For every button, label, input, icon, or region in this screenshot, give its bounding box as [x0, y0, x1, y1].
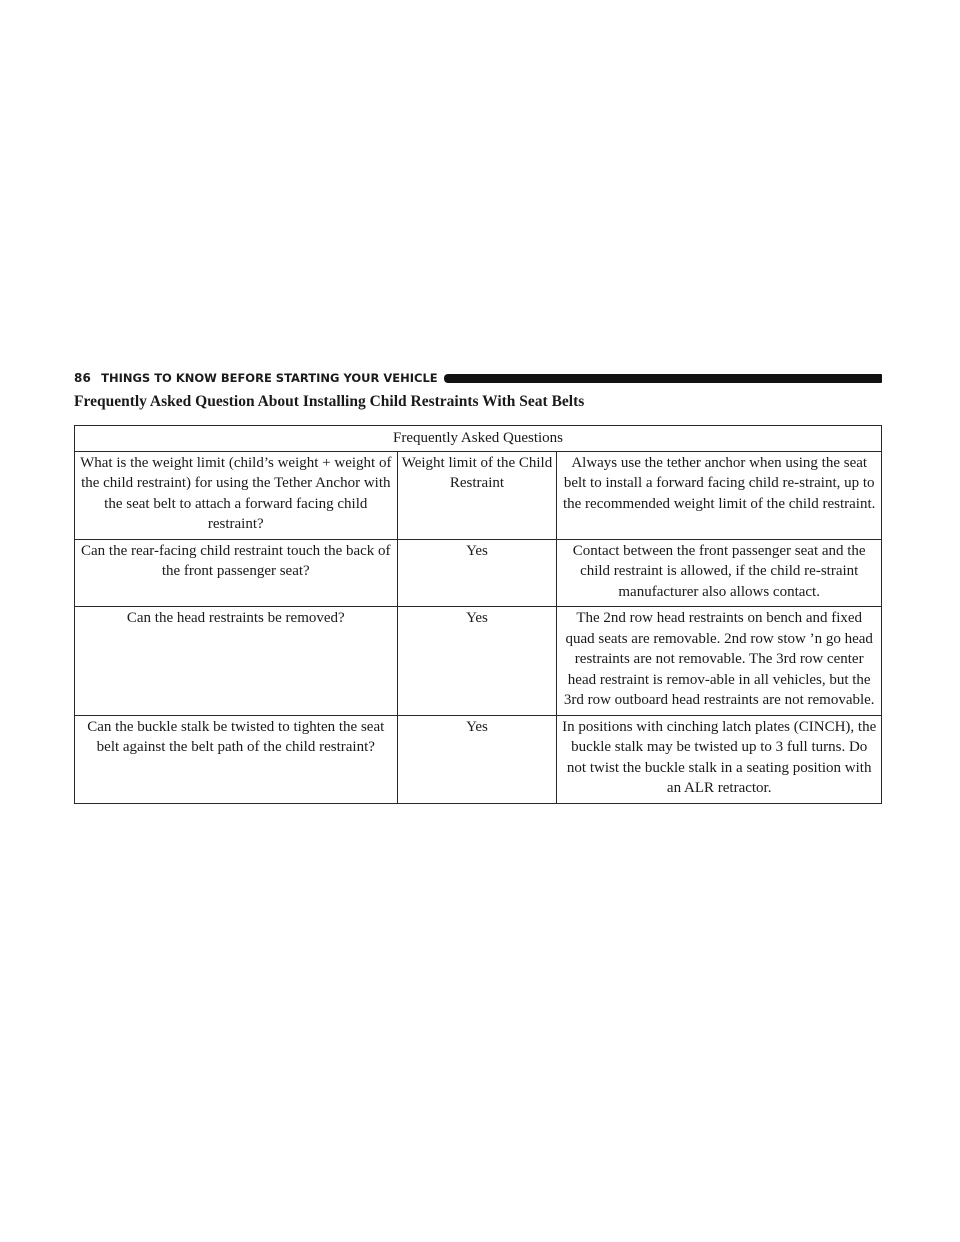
answer-cell: Yes [397, 539, 557, 607]
question-cell: Can the rear-facing child restraint touch the back of the front passenger seat? [75, 539, 398, 607]
header-rule [444, 374, 882, 383]
details-cell: Contact between the front passenger seat and the child restraint is allowed, if the child re-straint manufacturer also allows contact. [557, 539, 882, 607]
details-cell: Always use the tether anchor when using the seat belt to install a forward facing child re-straint, up to the recommended weight limit of the child restraint. [557, 451, 882, 539]
page-header [74, 370, 882, 386]
answer-cell: Yes [397, 607, 557, 716]
section-name: THINGS TO KNOW BEFORE STARTING YOUR VEHICLE [101, 371, 438, 385]
section-heading: Frequently Asked Question About Installing Child Restraints With Seat Belts [74, 393, 585, 410]
page-number: 86 [74, 371, 92, 385]
table-row [75, 607, 882, 716]
table-title-row [75, 426, 882, 452]
faq-table [74, 425, 882, 804]
table-title: Frequently Asked Questions [75, 426, 882, 452]
answer-cell: Yes [397, 715, 557, 803]
details-cell: The 2nd row head restraints on bench and fixed quad seats are removable. 2nd row stow ’n go head restraints are not removable. The 3rd row center head restraint is remov-able in all vehicles, but the 3rd row outboard head restraints are not removable. [557, 607, 882, 716]
question-cell: Can the head restraints be removed? [75, 607, 398, 716]
table-row [75, 451, 882, 539]
table-row [75, 539, 882, 607]
answer-cell: Weight limit of the Child Restraint [397, 451, 557, 539]
details-cell: In positions with cinching latch plates (CINCH), the buckle stalk may be twisted up to 3 full turns. Do not twist the buckle stalk in a seating position with an ALR retractor. [557, 715, 882, 803]
table-row [75, 715, 882, 803]
question-cell: Can the buckle stalk be twisted to tighten the seat belt against the belt path of the child restraint? [75, 715, 398, 803]
question-cell: What is the weight limit (child’s weight + weight of the child restraint) for using the Tether Anchor with the seat belt to attach a forward facing child restraint? [75, 451, 398, 539]
